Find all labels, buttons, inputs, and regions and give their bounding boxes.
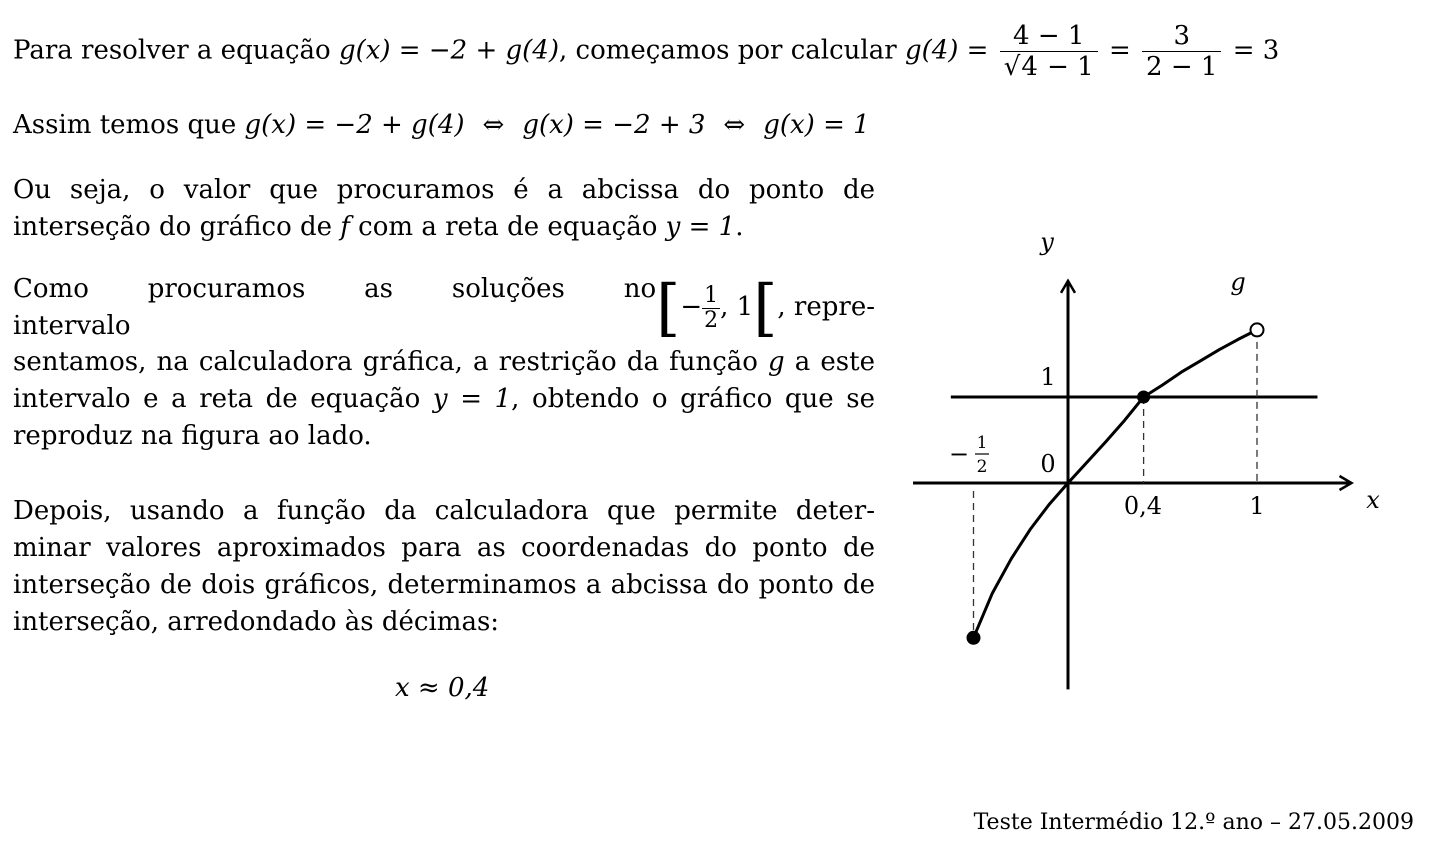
equation-main: g(x) = −2 + g(4)	[338, 35, 559, 66]
line2-eq3: g(x) = 1	[763, 110, 870, 140]
p2-text-a: Como procuramos as soluções no intervalo	[13, 274, 657, 341]
p2-line-4: reproduz na figura ao lado.	[13, 421, 372, 451]
interval	[656, 271, 875, 344]
y-axis-label: y	[1040, 228, 1054, 256]
x-axis-label: x	[1366, 486, 1380, 514]
closed-endpoint	[967, 631, 981, 645]
p1-text-b: com a reta de equação	[349, 212, 666, 242]
fraction-1-den-rest: − 1	[1038, 52, 1094, 82]
interval-open-bracket: [	[656, 271, 681, 344]
p2-line-1	[13, 272, 875, 344]
y-tick-label: 1	[1040, 363, 1056, 391]
interval-close-bracket: [	[753, 271, 778, 344]
chart-labels	[949, 228, 1380, 520]
fraction-2	[1142, 21, 1221, 82]
p2-text-b: , repre-	[777, 292, 875, 322]
line2-text: Assim temos que	[13, 110, 245, 140]
p1-eq: y = 1	[665, 212, 736, 242]
paragraph-2	[13, 272, 875, 455]
p3-line-1: Depois, usando a função da calculadora que permite deter-	[13, 496, 875, 526]
p2-g: g	[768, 347, 785, 377]
answer: x ≈ 0,4	[395, 673, 490, 703]
p1-text-a: interseção do gráfico de	[13, 212, 341, 242]
equation-line-1	[13, 21, 1279, 82]
p2-l3-b: , obtendo o gráfico que se	[511, 384, 875, 414]
x-tick-label-1: 1	[1249, 492, 1265, 520]
interval-minus: −	[680, 292, 703, 322]
source-footer: Teste Intermédio 12.º ano – 27.05.2009	[973, 810, 1414, 835]
curve-label: g	[1230, 268, 1246, 296]
p3-line-2: minar valores aproximados para as coordenadas do ponto de	[13, 533, 875, 563]
line2-eq1: g(x) = −2 + g(4)	[244, 110, 465, 140]
function-graph	[900, 220, 1400, 720]
interval-fraction	[702, 284, 720, 333]
fraction-1	[1000, 21, 1098, 82]
fraction-2-numerator: 3	[1173, 21, 1191, 51]
sqrt-symbol: √4	[1003, 52, 1038, 82]
p2-eq: y = 1	[432, 384, 512, 414]
sqrt-radicand: 4	[1021, 52, 1038, 82]
iff-symbol-2: ⇔	[723, 110, 746, 140]
p1-line-1: Ou seja, o valor que procuramos é a abcissa do ponto de	[13, 175, 875, 205]
origin-label: 0	[1040, 450, 1056, 478]
calc-lhs: g(4) =	[904, 35, 989, 66]
fraction-1-denominator	[1000, 51, 1098, 82]
calc-result: = 3	[1232, 35, 1280, 66]
x-tick-label-0-4: 0,4	[1123, 492, 1163, 520]
interval-comma: , 1	[720, 292, 754, 322]
equation-line-2	[13, 109, 870, 141]
p3-line-4: interseção, arredondado às décimas:	[13, 607, 500, 637]
neg-half-num: 1	[976, 433, 988, 453]
p3-line-3: interseção de dois gráficos, determinamos a abcissa do ponto de	[13, 570, 875, 600]
p2-line-3	[13, 381, 875, 418]
p1-text-c: .	[735, 212, 744, 242]
iff-symbol-1: ⇔	[482, 110, 505, 140]
neg-half-minus: −	[948, 440, 970, 468]
neg-half-den: 2	[976, 457, 988, 477]
intro-text-mid: , começamos por calcular	[558, 35, 905, 66]
p2-l3-a: intervalo e a reta de equação	[13, 384, 433, 414]
equals-sign: =	[1108, 35, 1131, 66]
paragraph-3	[13, 493, 875, 641]
intro-text: Para resolver a equação	[13, 35, 339, 66]
p2-l2-b: a este	[784, 347, 875, 377]
fraction-2-denominator: 2 − 1	[1142, 51, 1221, 82]
p1-f: f	[340, 212, 350, 242]
intersection-point	[1137, 391, 1150, 404]
paragraph-1	[13, 172, 875, 246]
line2-eq2: g(x) = −2 + 3	[522, 110, 706, 140]
fraction-1-numerator: 4 − 1	[1013, 21, 1085, 51]
p1-line-2	[13, 209, 875, 246]
p2-l2-a: sentamos, na calculadora gráfica, a restrição da função	[13, 347, 769, 377]
interval-den: 2	[704, 307, 719, 333]
interval-num: 1	[704, 282, 719, 308]
open-endpoint	[1251, 323, 1264, 336]
p2-line-2	[13, 344, 875, 381]
